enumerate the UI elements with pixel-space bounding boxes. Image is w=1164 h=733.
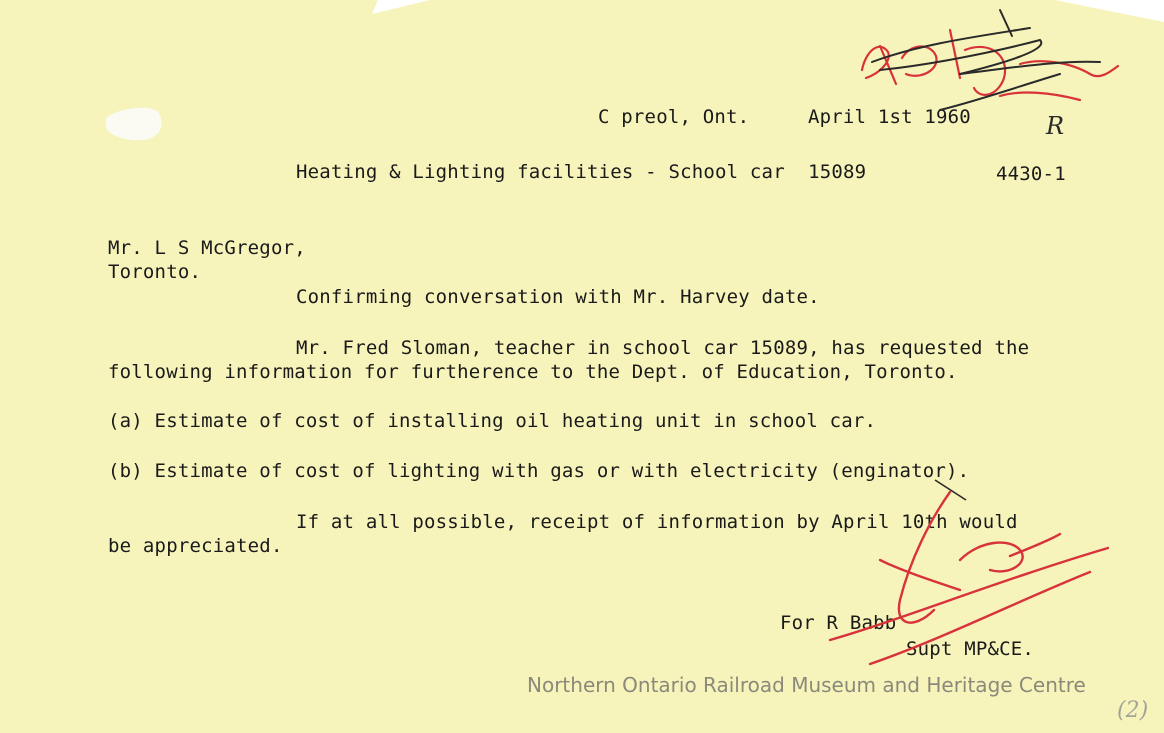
signoff-title: Supt MP&CE. [906,638,1035,660]
addressee-city: Toronto. [108,261,202,283]
signoff: For R Babb [780,612,897,634]
body-request-line1: Mr. Fred Sloman, teacher in school car 15089, has requested the [296,337,1030,359]
body-confirming: Confirming conversation with Mr. Harvey date. [296,286,820,308]
closing-line1: If at all possible, receipt of information by April 10th would [296,511,1018,533]
item-b: (b) Estimate of cost of lighting with gas or with electricity (enginator). [108,460,970,482]
body-request-line2: following information for furtherence to the Dept. of Education, Toronto. [108,361,958,383]
addressee-name: Mr. L S McGregor, [108,237,306,259]
file-number: 4430-1 [996,163,1066,185]
closing-line2: be appreciated. [108,535,283,557]
red-scribble-date [862,30,1118,100]
letter-place: C preol, Ont. [598,106,750,128]
item-a: (a) Estimate of cost of installing oil heating unit in school car. [108,410,877,432]
museum-watermark: Northern Ontario Railroad Museum and Heritage Centre [527,673,1086,697]
red-signature [830,492,1108,664]
letter-date: April 1st 1960 [808,106,971,128]
page-number: (2) [1117,698,1149,723]
letter-subject: Heating & Lighting facilities - School car 15089 [296,161,867,183]
pencil-tick [935,480,966,500]
handwritten-r: R [1046,112,1065,140]
